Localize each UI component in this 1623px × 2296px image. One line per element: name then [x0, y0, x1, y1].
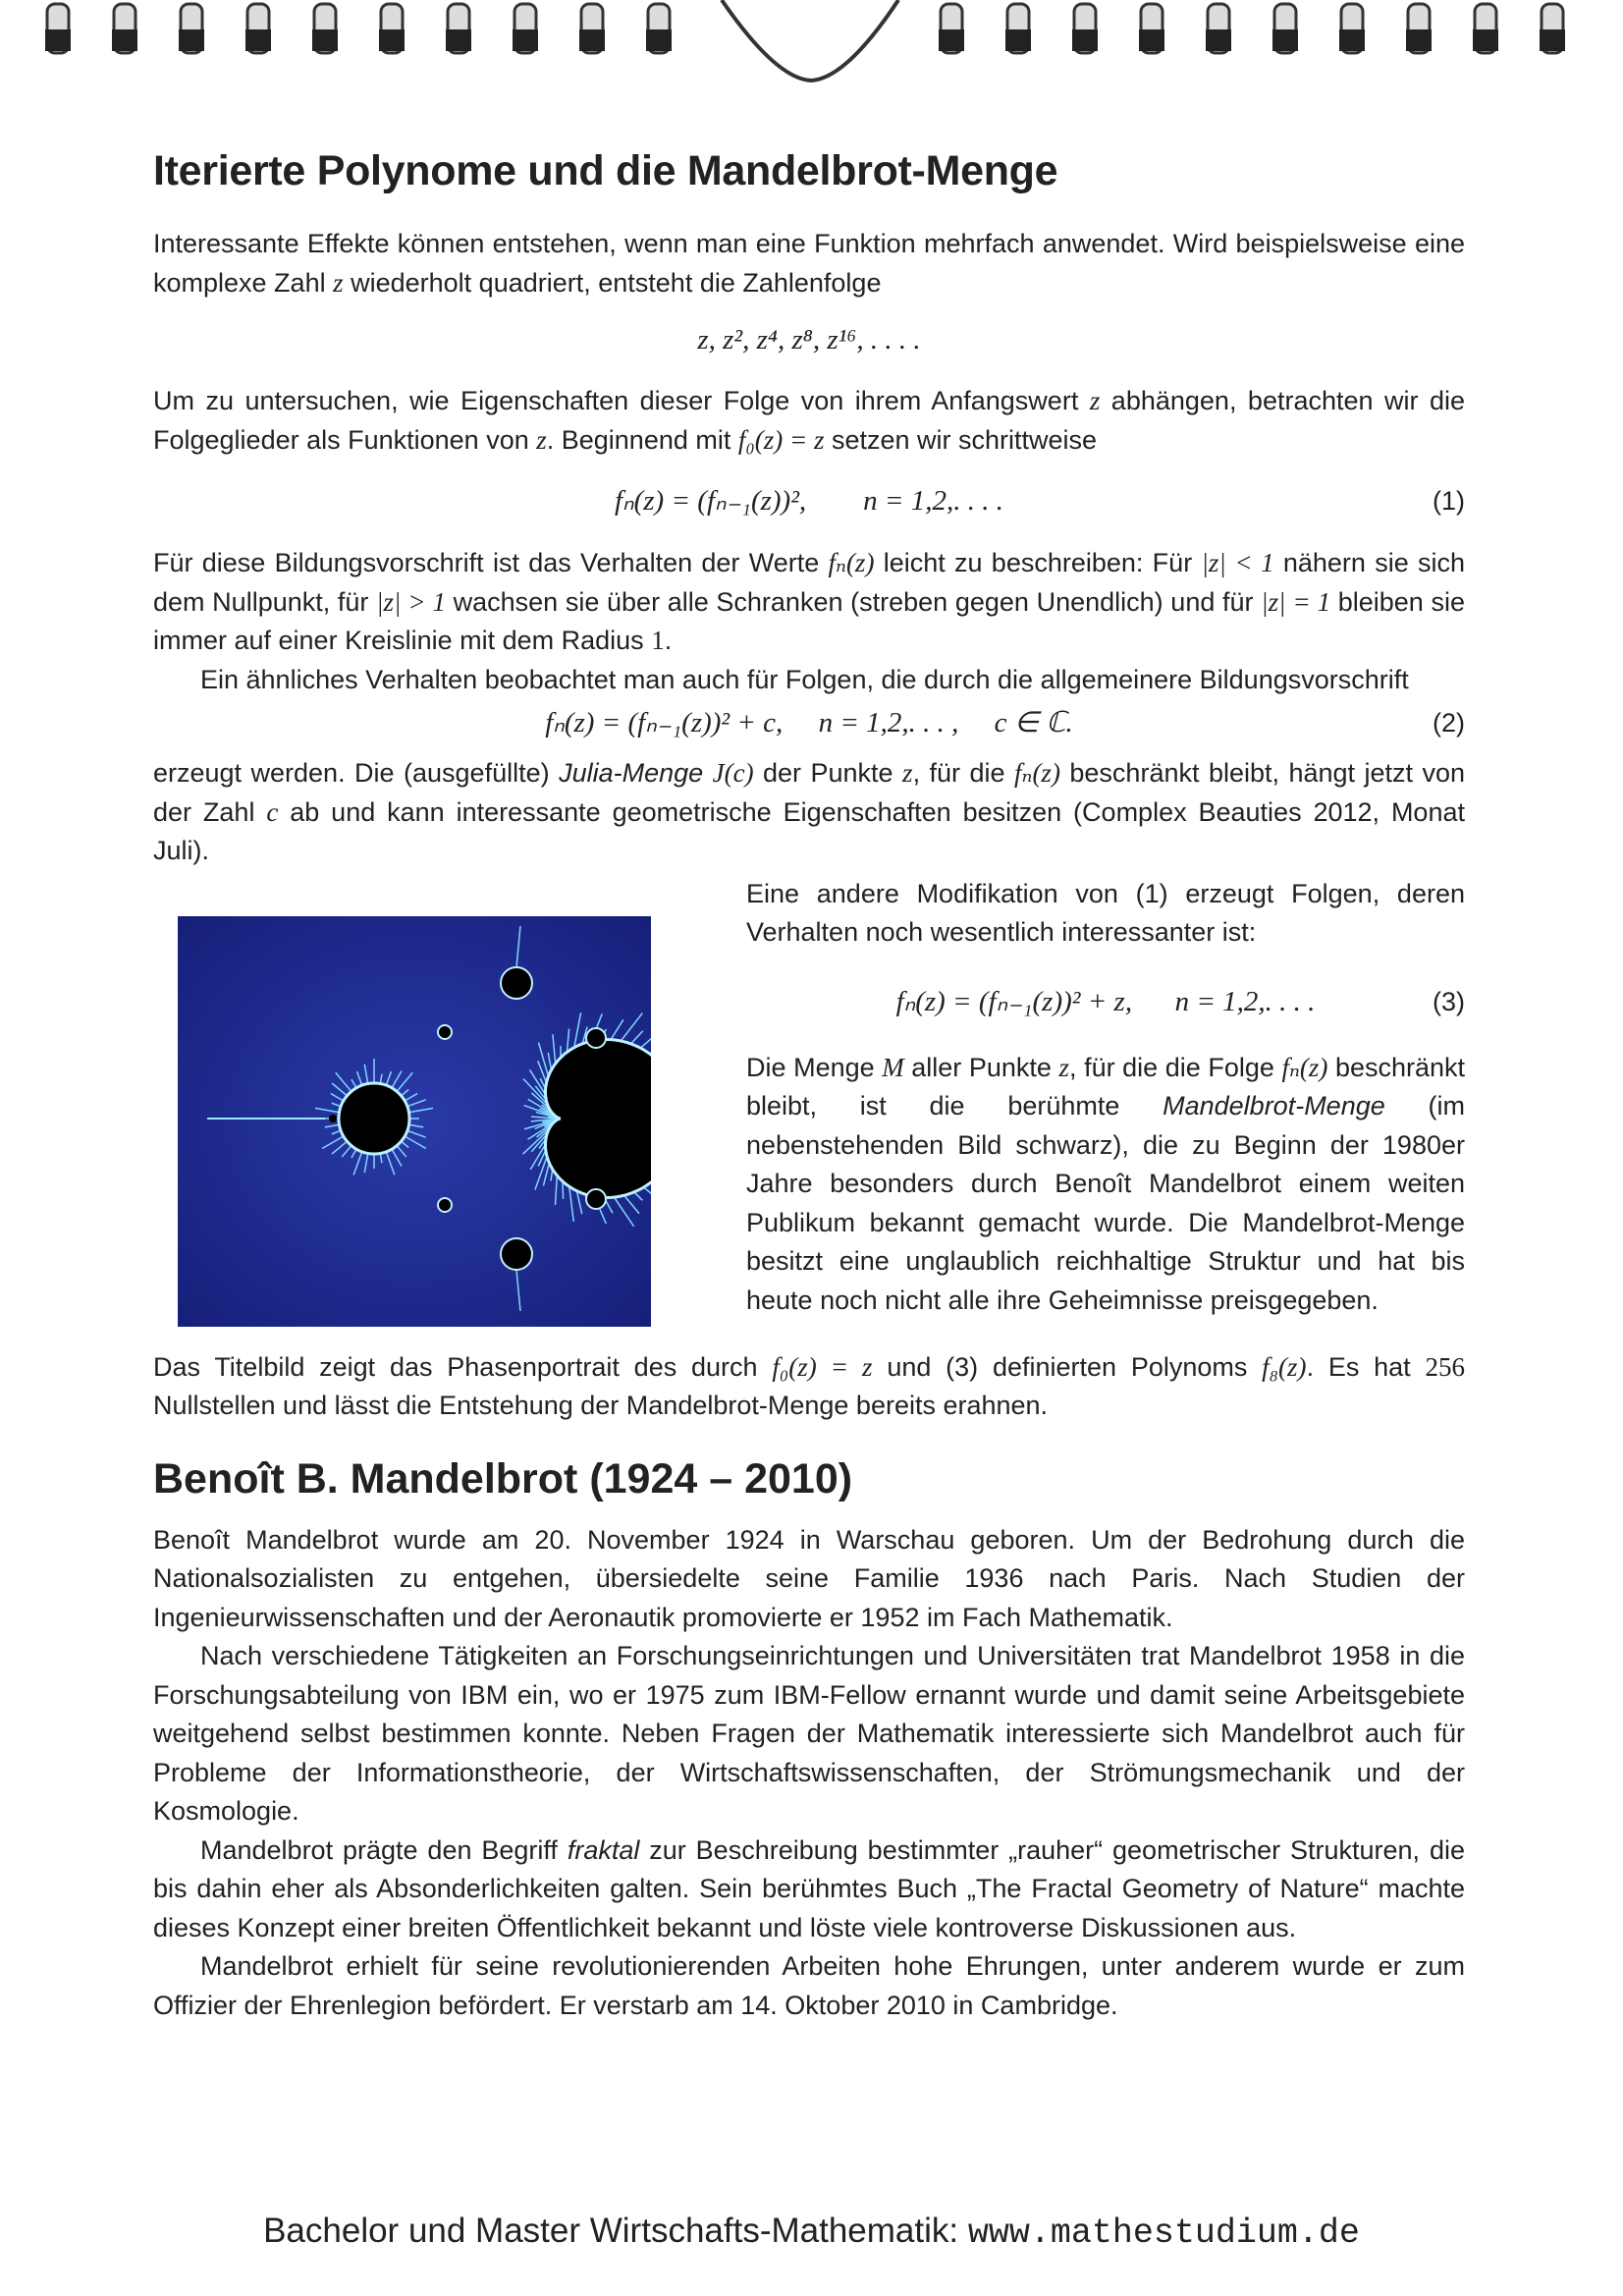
paragraph-verhalten: Für diese Bildungsvorschrift ist das Verhalten der Werte fₙ(z) leicht zu beschreiben: Für |z| < 1 nähern sie sich dem Nullpunkt, für |z| > 1 wachsen sie über alle Schranken (streben gegen Unendlich) und für |z| = 1 bleiben sie immer auf einer Kreislinie mit dem Radius 1.	[153, 548, 1466, 655]
footer-text: Bachelor und Master Wirtschafts-Mathematik:	[263, 2212, 968, 2250]
bio-paragraph-2: Nach verschiedene Tätigkeiten an Forschungseinrichtungen und Universitäten trat Mandelbrot 1958 in die Forschungsabteilung von IBM ein, wo er 1975 zum IBM-Fellow ernannt wurde und damit seine Arbeitsgebiete weitgehend selbst bestimmen konnte. Neben Fragen der Mathematik interessierte sich Mandelbrot auch für Probleme der Informationstheorie, der Wirtschaftswissenschaften, der Strömungsmechanik und der Kosmologie.	[153, 1641, 1465, 1826]
bio-paragraph-3: Mandelbrot prägte den Begriff fraktal zur Beschreibung bestimmter „rauher“ geometrischer Strukturen, die bis dahin eher als Absonderlichkeiten galten. Sein berühmtes Buch „The Fractal Geometry of Nature“ machte dieses Konzept einer breiten Öffentlichkeit bekannt und löste viele kontroverse Diskussionen aus.	[153, 1834, 1465, 1942]
equation-3: fₙ(z) = (fₙ₋₁(z))² + z, n = 1,2,. . . . (3)	[746, 980, 1465, 1023]
footer-url: www.mathestudium.de	[967, 2214, 1360, 2253]
section-title-biography: Benoît B. Mandelbrot (1924 – 2010)	[153, 1454, 853, 1503]
mandelbrot-image	[178, 916, 651, 1327]
paragraph-aehnlich: Ein ähnliches Verhalten beobachtet man auch für Folgen, die durch die allgemeinere Bildungsvorschrift	[200, 664, 1409, 694]
paragraph-titelbild: Das Titelbild zeigt das Phasenportrait des durch f₀(z) = z und (3) definierten Polynoms f₈(z). Es hat 256 Nullstellen und lässt die Entstehung der Mandelbrot-Menge bereits erahnen.	[153, 1351, 1465, 1420]
paragraph-folge: Um zu untersuchen, wie Eigenschaften dieser Folge von ihrem Anfangswert z abhängen, betrachten wir die Folgeglieder als Funktionen von z. Beginnend mit f₀(z) = z setzen wir schrittweise	[153, 386, 1466, 455]
paragraph-intro: Interessante Effekte können entstehen, wenn man eine Funktion mehrfach anwendet. Wird beispielsweise eine komplexe Zahl z wiederholt quadriert, entsteht die Zahlenfolge	[153, 229, 1465, 298]
sequence-formula: z, z², z⁴, z⁸, z¹⁶, . . . .	[697, 324, 921, 355]
equation-number: (1)	[1433, 486, 1465, 516]
paragraph-julia: erzeugt werden. Die (ausgefüllte) Julia-Menge J(c) der Punkte z, für die fₙ(z) beschränkt bleibt, hängt jetzt von der Zahl c ab und kann interessante geometrische Eigenschaften besitzen (Complex Beauties 2012, Monat Juli).	[153, 758, 1465, 865]
paragraph-modifikation: Eine andere Modifikation von (1) erzeugt Folgen, deren Verhalten noch wesentlich interessanter ist:	[746, 878, 1465, 947]
equation-2: fₙ(z) = (fₙ₋₁(z))² + c, n = 1,2,. . . , c ∈ ℂ. (2)	[153, 701, 1465, 744]
section-title-polynome: Iterierte Polynome und die Mandelbrot-Menge	[153, 147, 1058, 194]
footer	[0, 2212, 1623, 2253]
equation-1: fₙ(z) = (fₙ₋₁(z))², n = 1,2,. . . . (1)	[153, 479, 1465, 522]
bio-paragraph-4: Mandelbrot erhielt für seine revolutionierenden Arbeiten hohe Ehrungen, unter anderem wurde er zum Offizier der Ehrenlegion befördert. Er verstarb am 14. Oktober 2010 in Cambridge.	[153, 1951, 1465, 2020]
bio-paragraph-1: Benoît Mandelbrot wurde am 20. November 1924 in Warschau geboren. Um der Bedrohung durch die Nationalsozialisten zu entgehen, übersiedelte seine Familie 1936 nach Paris. Nach Studien der Ingenieurwissenschaften und der Aeronautik promovierte er 1952 im Fach Mathematik.	[153, 1524, 1465, 1632]
equation-number: (3)	[1433, 986, 1465, 1016]
paragraph-mandelbrot-menge: Die Menge M aller Punkte z, für die die Folge fₙ(z) beschränkt bleibt, ist die berühmte Mandelbrot-Menge (im nebenstehenden Bild schwarz), die zu Beginn der 1980er Jahre besonders durch Benoît Mandelbrot einem weiten Publikum bekannt gemacht wurde. Die Mandelbrot-Menge besitzt eine unglaublich reichhaltige Struktur und hat bis heute noch nicht alle ihre Geheimnisse preisgegeben.	[746, 1052, 1466, 1315]
spiral-binding	[0, 0, 1623, 88]
equation-number: (2)	[1433, 708, 1465, 738]
mandelbrot-fractal-icon	[178, 916, 651, 1327]
